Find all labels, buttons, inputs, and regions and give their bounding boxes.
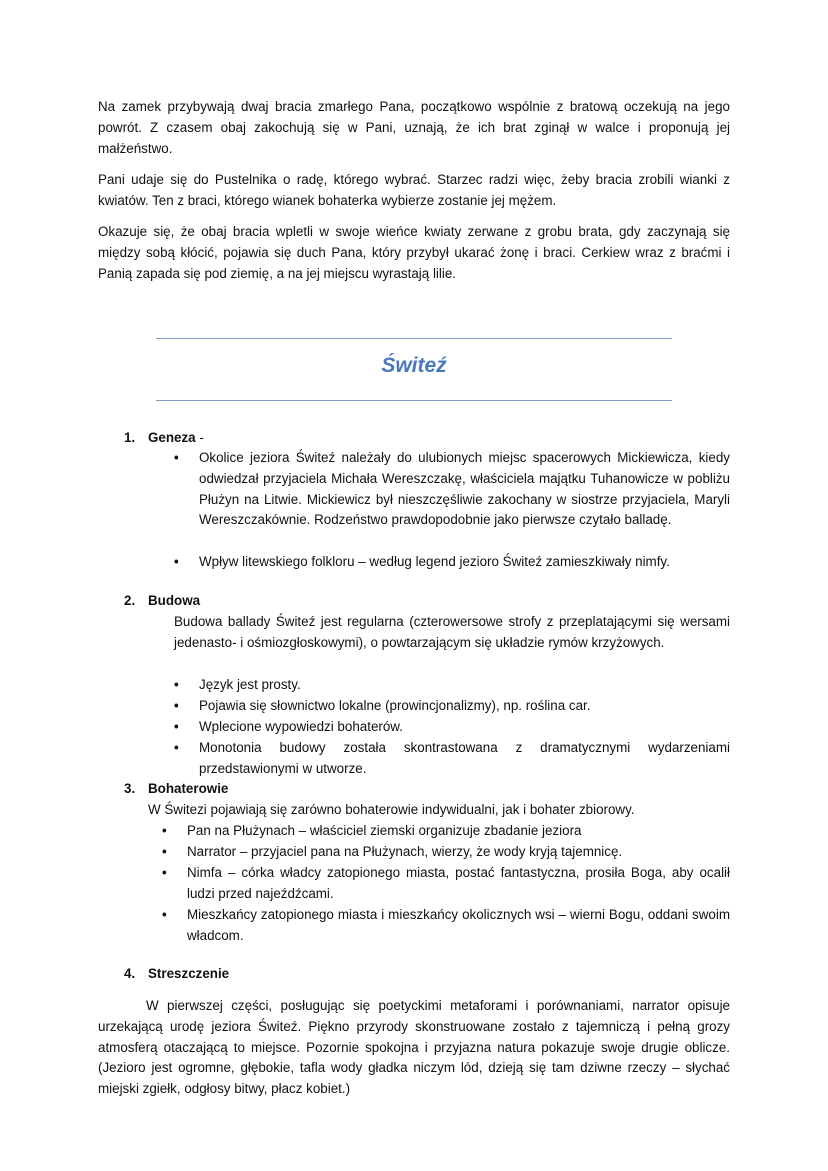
bullet-icon: • [174, 677, 179, 692]
bullet-icon: • [162, 844, 167, 859]
section-number: 3. [124, 781, 136, 796]
bullet-text: Wplecione wypowiedzi bohaterów. [199, 719, 403, 734]
bullet-icon: • [174, 554, 179, 569]
section-number: 4. [124, 966, 136, 981]
bullet-icon: • [162, 823, 167, 838]
section-text: Budowa ballady Świteź jest regularna (czterowersowe strofy z przeplatającymi się wersami jedenasto- i ośmiozgłoskowymi), o powtarzającym się układzie rymów krzyżowych. [174, 614, 730, 650]
section-number: 1. [124, 430, 136, 445]
title-rule-bottom [156, 400, 672, 401]
bullet-text: Mieszkańcy zatopionego miasta i mieszkańcy okolicznych wsi – wierni Bogu, oddani swoim władcom. [187, 907, 730, 943]
bullet-icon: • [162, 907, 167, 922]
intro-paragraph-3: Okazuje się, że obaj bracia wpletli w swoje wieńce kwiaty zerwane z grobu brata, gdy zaczynają się między sobą kłócić, pojawia się duch Pana, który przybył ukarać żonę i braci. Cerkiew wraz z braćmi i Panią zapada się pod ziemię, a na jej miejscu wyrastają lilie. [98, 224, 730, 281]
bullet-icon: • [174, 698, 179, 713]
section-label-tail: - [195, 430, 204, 445]
bullet-text: Nimfa – córka władcy zatopionego miasta, postać fantastyczna, prosiła Boga, aby ocalił ludzi przed najeźdźcami. [187, 865, 730, 901]
section-number: 2. [124, 593, 136, 608]
section-text: W pierwszej części, posługując się poetyckimi metaforami i porównaniami, narrator opisuje urzekającą urodę jeziora Świteź. Piękno przyrody skonstruowane zostało z tajemniczą i pełną grozy atmosferą otaczającą to miejsce. Pozornie spokojna i przyjazna natura pokazuje swoje drugie oblicze. (Jezioro jest ogromne, głębokie, tafla wody gładka niczym lód, dzieją się tam dziwne rzeczy – słychać miejski zgiełk, odgłosy bitwy, płacz kobiet.) [98, 998, 730, 1097]
bullet-icon: • [174, 740, 179, 755]
bullet-icon: • [174, 450, 179, 465]
intro-paragraph-1: Na zamek przybywają dwaj bracia zmarłego Pana, początkowo wspólnie z bratową oczekują na jego powrót. Z czasem obaj zakochują się w Pani, uznają, że ich brat zginął w walce i proponują jej małżeństwo. [98, 99, 730, 156]
intro-paragraph-2: Pani udaje się do Pustelnika o radę, którego wybrać. Starzec radzi więc, żeby bracia zrobili wianki z kwiatów. Ten z braci, którego wianek bohaterka wybierze zostanie jej mężem. [98, 172, 730, 208]
bullet-text: Wpływ litewskiego folkloru – według legend jezioro Świteź zamieszkiwały nimfy. [199, 554, 670, 569]
bullet-text: Język jest prosty. [199, 677, 301, 692]
section-label: Budowa [148, 593, 201, 608]
bullet-icon: • [174, 719, 179, 734]
bullet-text: Okolice jeziora Świteź należały do ulubionych miejsc spacerowych Mickiewicza, kiedy odwiedzał przyjaciela Michała Wereszczakę, właściciela majątku Tuhanowicze w pobliżu Płużyn na Litwie. Mickiewicz był nieszczęśliwie zakochany w siostrze przyjaciela, Maryli Wereszczakównie. Rodzeństwo prawdopodobnie jako pierwsze czytało balladę. [199, 450, 730, 528]
section-label: Geneza [148, 430, 196, 445]
bullet-text: Pojawia się słownictwo lokalne (prowincjonalizmy), np. roślina car. [199, 698, 591, 713]
section-label: Streszczenie [148, 966, 230, 981]
section-text: W Świtezi pojawiają się zarówno bohaterowie indywidualni, jak i bohater zbiorowy. [148, 802, 635, 817]
title-rule-top [156, 338, 672, 339]
bullet-text: Pan na Płużynach – właściciel ziemski organizuje zbadanie jeziora [187, 823, 582, 838]
bullet-text: Narrator – przyjaciel pana na Płużynach, wierzy, że wody kryją tajemnicę. [187, 844, 623, 859]
bullet-text: Monotonia budowy została skontrastowana z dramatycznymi wydarzeniami przedstawionymi w utworze. [199, 740, 730, 776]
section-label: Bohaterowie [148, 781, 229, 796]
bullet-icon: • [162, 865, 167, 880]
section-title: Świteź [381, 354, 447, 377]
